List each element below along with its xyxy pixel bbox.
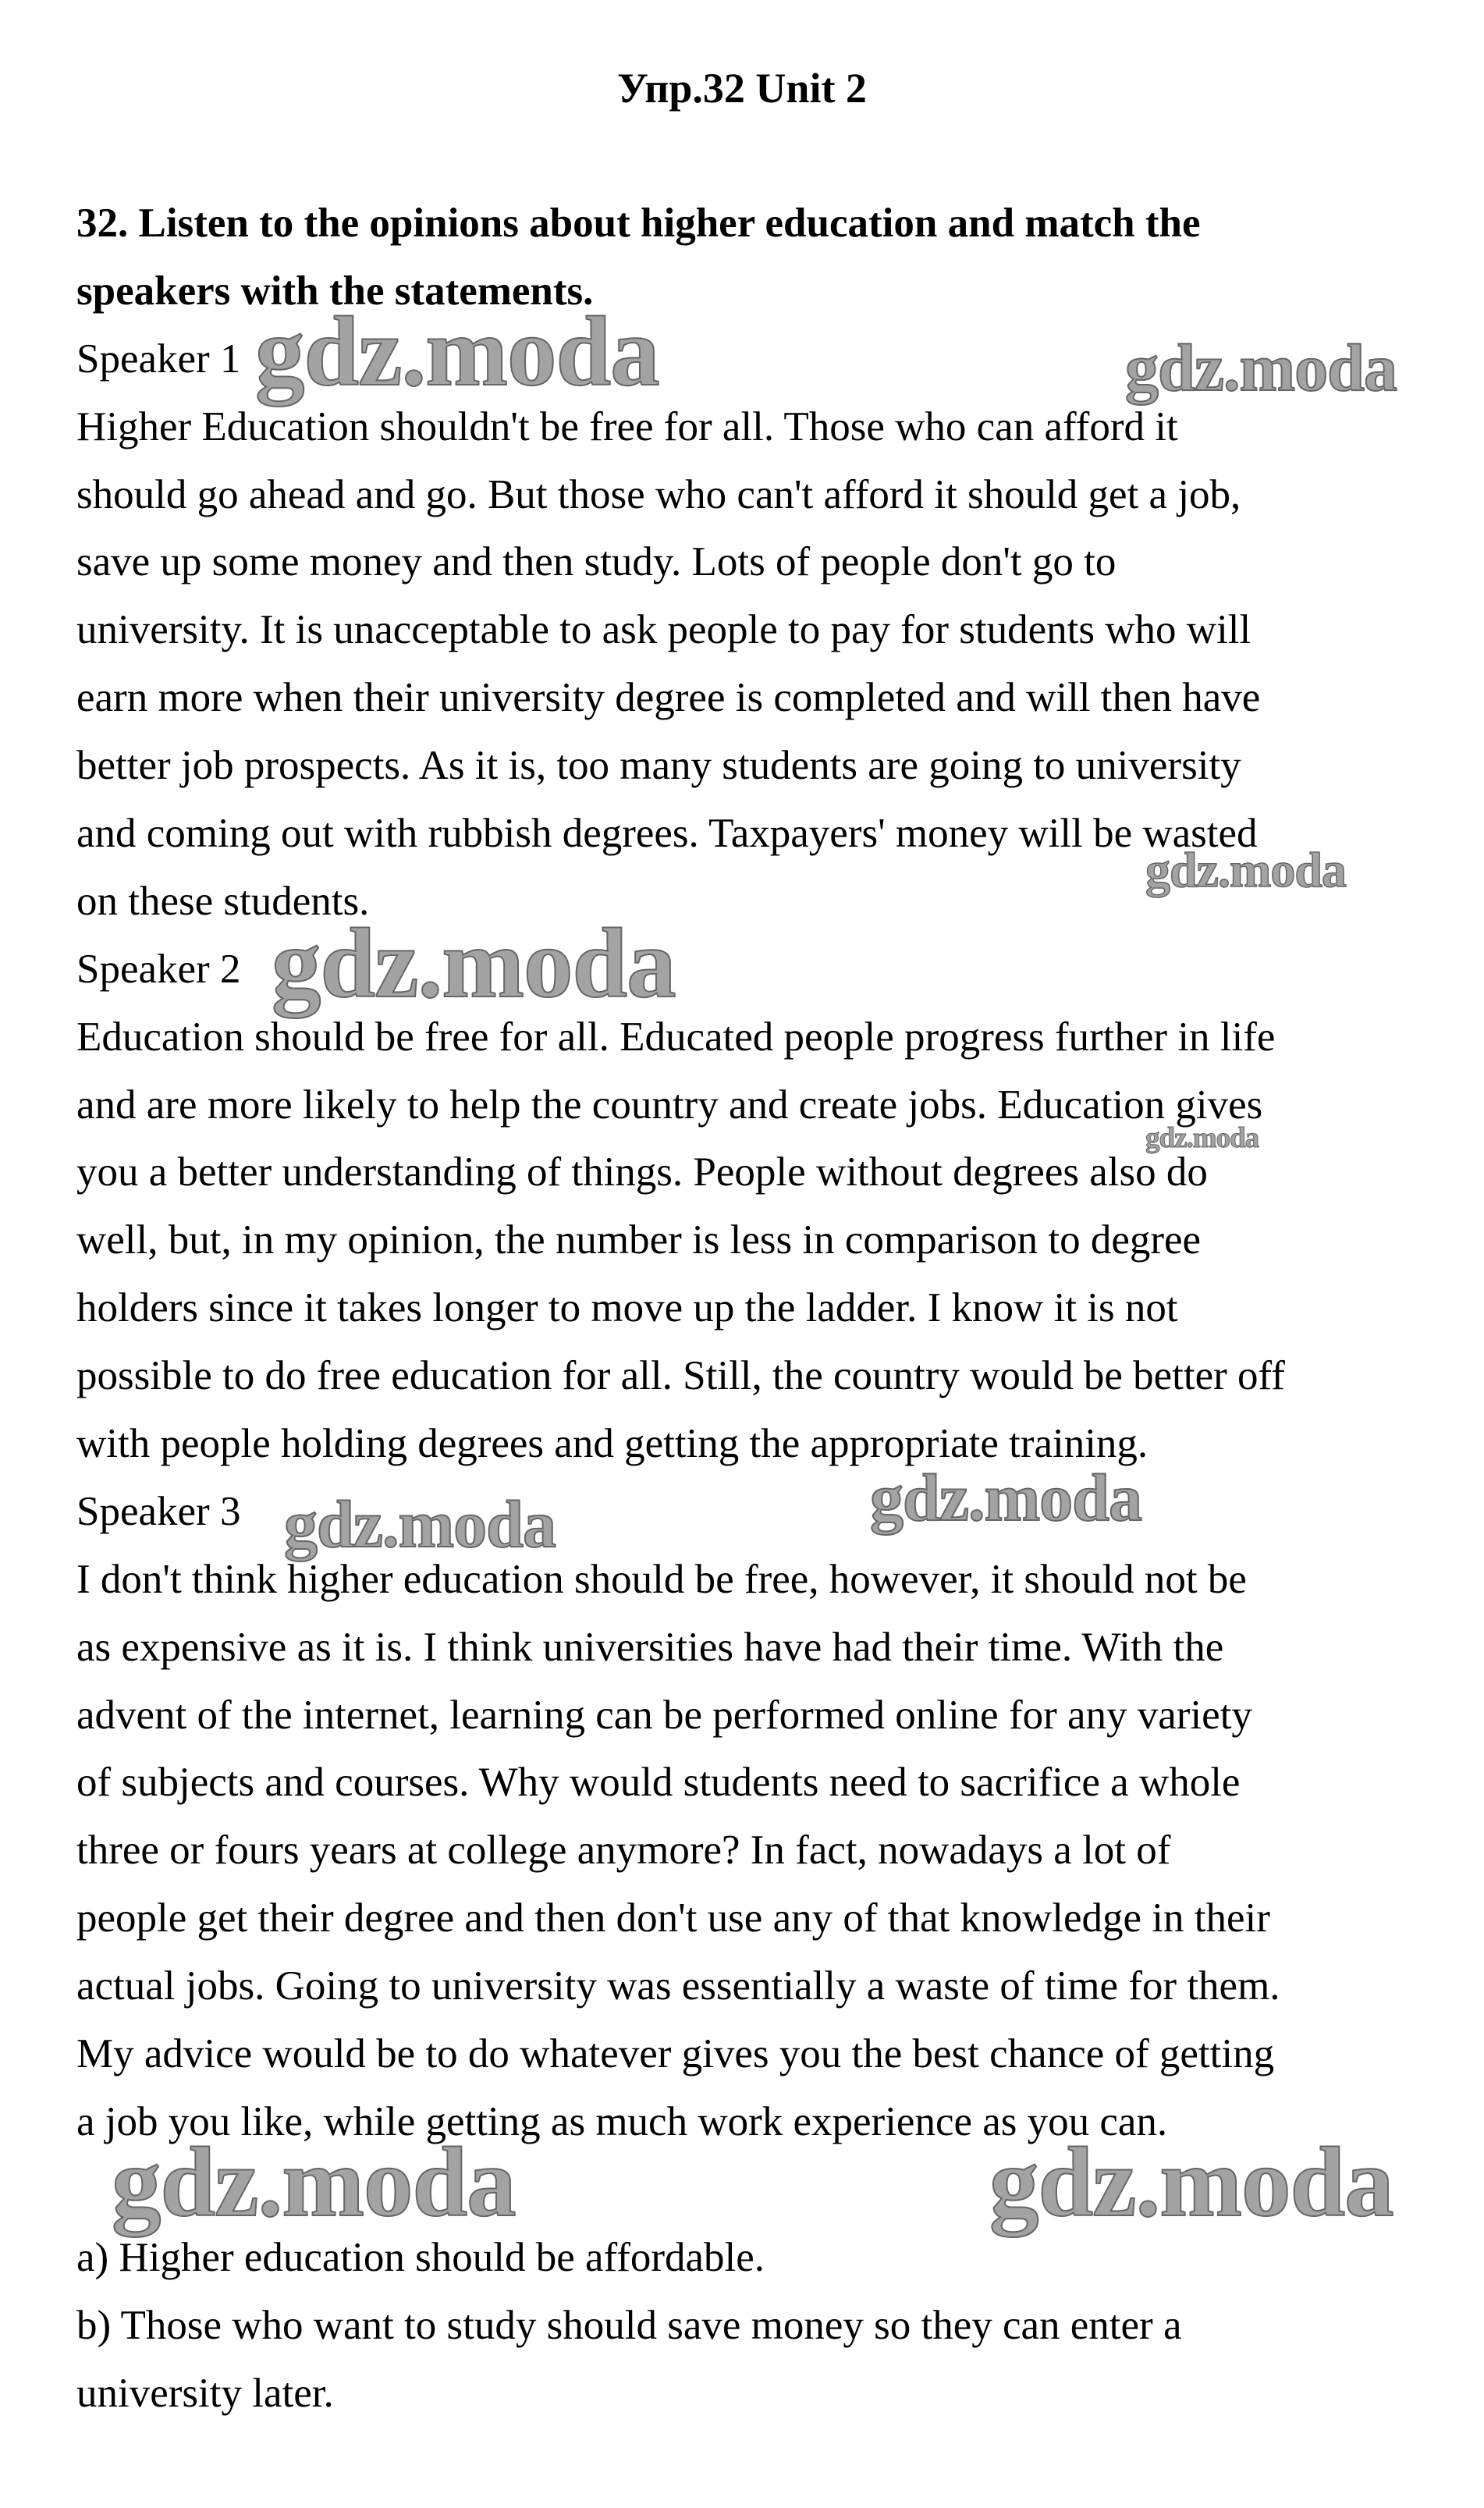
text-line: with people holding degrees and getting the appropriate training. [76,1421,1149,1467]
watermark: gdz.moda [870,1460,1141,1535]
text-line: a job you like, while getting as much work experience as you can. [76,2098,1168,2144]
text-line: and coming out with rubbish degrees. Taxpayers' money will be wasted [76,811,1258,857]
statement-a: a) Higher education should be affordable. [76,2234,765,2280]
text-line: advent of the internet, learning can be performed online for any variety [76,1692,1252,1738]
speaker-label: Speaker 3 [76,1488,241,1534]
text-line: Higher Education shouldn't be free for all. Those who can afford it [76,403,1178,449]
text-line: should go ahead and go. But those who can't afford it should get a job, [76,471,1241,517]
text-line: and are more likely to help the country and create jobs. Education gives [76,1082,1263,1128]
watermark: gdz.moda [989,2128,1393,2237]
text-line: save up some money and then study. Lots of people don't go to [76,539,1117,585]
text-line: actual jobs. Going to university was essentially a waste of time for them. [76,1963,1280,2009]
watermark: gdz.moda [284,1487,556,1561]
text-line: Education should be free for all. Educated people progress further in life [76,1014,1276,1060]
text-line: people get their degree and then don't use any of that knowledge in their [76,1895,1270,1941]
text-line: better job prospects. As it is, too many students are going to university [76,743,1241,789]
watermark: gdz.moda [112,2128,516,2237]
text-line: as expensive as it is. I think universities have had their time. With the [76,1624,1224,1670]
page-title: Упр.32 Unit 2 [617,65,867,112]
text-line: My advice would be to do whatever gives you the best chance of getting [76,2031,1275,2077]
speaker-label: Speaker 2 [76,946,241,992]
text-line: holders since it takes longer to move up the ladder. I know it is not [76,1285,1178,1331]
text-line: well, but, in my opinion, the number is less in comparison to degree [76,1217,1202,1263]
task-line: speakers with the statements. [76,268,594,314]
text-line: three or fours years at college anymore? In fact, nowadays a lot of [76,1828,1171,1874]
text-line: you a better understanding of things. People without degrees also do [76,1149,1208,1195]
speaker-label: Speaker 1 [76,336,241,382]
statement-b: b) Those who want to study should save money so they can enter a [76,2302,1182,2348]
text-line: earn more when their university degree is completed and will then have [76,675,1261,721]
text-line: possible to do free education for all. Still, the country would be better off [76,1353,1285,1399]
statement-b-continued: university later. [76,2370,334,2416]
text-line: on these students. [76,878,370,924]
text-line: I don't think higher education should be free, however, it should not be [76,1556,1247,1602]
exercise-content [76,190,1450,2427]
watermark: gdz.moda [1145,1122,1259,1154]
text-line: of subjects and courses. Why would students need to sacrifice a whole [76,1760,1241,1806]
task-line: 32. Listen to the opinions about higher education and match the [76,201,1201,246]
watermark: gdz.moda [1145,842,1346,897]
text-line: university. It is unacceptable to ask people to pay for students who will [76,607,1251,653]
watermark: gdz.moda [272,909,676,1018]
watermark: gdz.moda [255,297,659,407]
watermark: gdz.moda [1125,330,1397,405]
